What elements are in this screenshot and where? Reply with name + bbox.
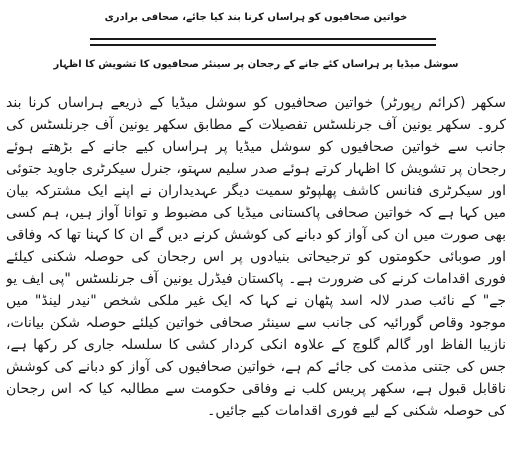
headline-divider-top bbox=[90, 38, 436, 40]
article-body: سکھر (کرائم رپورٹر) خواتین صحافیوں کو سوشل میڈیا کے ذریعے ہراساں کرنا بند کرو۔ سکھر یونین آف جرنلسٹس تفصیلات کے مطابق سکھر یونین آف جرنلسٹس کی جانب سے خواتین صحافیوں کو سوشل میڈیا پر ہراساں کیے جانے کے بڑھتے ہوئے رجحان پر تشویش کا اظہار کرتے ہوئے صدر سلیم سہتو، جنرل سیکرٹری جاوید جتوئی اور سیکرٹری فنانس کاشف پھلپوٹو سمیت دیگر عہدیداران نے اپنے ایک مشترکہ بیان میں کہا ہے کہ خواتین صحافی پاکستانی میڈیا کی مضبوط و توانا آواز ہیں، ہم کسی بھی صورت میں ان کی آواز کو دبانے کی کوشش کرنے دیں گے ان کا کہنا تھا کہ وفاقی اور صوبائی حکومتوں کو ترجیحاتی بنیادوں پر اس رجحان کی حوصلہ شکنی کیلئے فوری اقدامات کرنے کی ضرورت ہے۔ پاکستان فیڈرل یونین آف جرنلسٹس "پی ایف یو جے" کے نائب صدر لالہ اسد پٹھان نے کہا کہ ایک غیر ملکی شخص "نیدر لینڈ" میں موجود وقاص گورائیہ کی جانب سے سینئر صحافی خواتین کیلئے حوصلہ شکن بیانات، نازیبا الفاظ اور گالم گلوچ کے علاوہ انکی کردار کشی کا سلسلہ جاری کر رکھا ہے، جس کی جتنی مذمت کی جائے کم ہے، خواتین صحافیوں کی آواز کو دبانے کی کوشش ناقابل قبول ہے، سکھر پریس کلب نے وفاقی حکومت سے مطالبہ کیا کہ اس رجحان کی حوصلہ شکنی کے لیے فوری اقدامات کیے جائیں۔ bbox=[6, 95, 506, 419]
headline: خواتین صحافیوں کو ہراساں کرنا بند کیا جائے، صحافی برادری bbox=[104, 12, 408, 23]
subheadline: سوشل میڈیا پر ہراساں کئے جانے کے رجحان پر سینئر صحافیوں کا تشویش کا اظہار bbox=[53, 59, 459, 70]
headline-divider-bottom bbox=[90, 44, 436, 46]
